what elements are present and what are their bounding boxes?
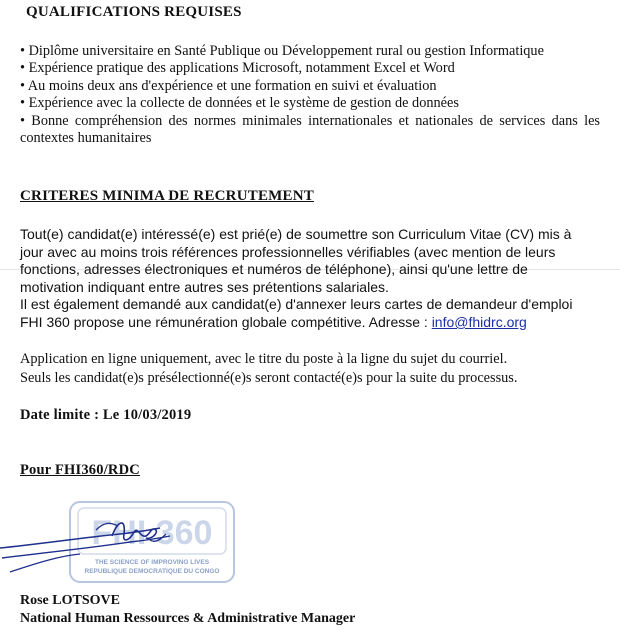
list-item: • Au moins deux ans d'expérience et une formation en suivi et évaluation [20,77,437,94]
email-link[interactable]: info@fhidrc.org [431,313,527,330]
signatory-name: Rose LOTSOVE [20,593,120,608]
list-item: • Diplôme universitaire en Santé Publique ou Développement rural ou gestion Informatique [20,43,544,59]
criteria-paragraph [20,226,600,332]
list-item: • Expérience avec la collecte de données et le système de gestion de données [20,95,459,112]
text-line: Seuls les candidat(e)s présélectionné(e)s seront contacté(e)s pour la suite du processus. [20,370,518,386]
text-line: motivation indiquant entre autres ses prétentions salariales. [20,278,389,295]
criteria-title: CRITERES MINIMA DE RECRUTEMENT [20,188,314,204]
stamp-country: REPUBLIQUE DEMOCRATIQUE DU CONGO [84,568,220,575]
qualifications-title: QUALIFICATIONS REQUISES [26,4,242,20]
deadline: Date limite : Le 10/03/2019 [20,407,192,423]
text-line: jour avec au moins trois références professionnelles vérifiables (avec mention de leurs [20,243,556,260]
application-paragraph [20,350,600,388]
signatory-role: National Human Ressources & Administrative Manager [20,611,356,626]
handwritten-signature [0,500,230,580]
list-item: • Bonne compréhension des normes minimales internationales et nationales de services dans les contextes humanitaires [20,112,600,147]
address-label: FHI 360 propose une rémunération globale compétitive. Adresse : [20,313,432,330]
for-organization-label: Pour FHI360/RDC [20,462,140,478]
text-line: Tout(e) candidat(e) intéressé(e) est prié(e) de soumettre son Curriculum Vitae (CV) mis à [20,226,572,242]
text-line: fonctions, adresses électroniques et numéros de téléphone), ainsi qu'une lettre de [20,261,528,278]
list-item: • Expérience pratique des applications Microsoft, notamment Excel et Word [20,60,455,77]
text-line: Il est également demandé aux candidat(e) d'annexer leurs cartes de demandeur d'emploi [20,296,573,313]
stamp-tagline: THE SCIENCE OF IMPROVING LIVES [94,559,210,566]
text-line: Application en ligne uniquement, avec le titre du poste à la ligne du sujet du courriel. [20,351,508,367]
stamp-logo-text: FHI 360 [91,514,213,552]
text-line [20,314,600,332]
qualifications-list [20,43,600,147]
